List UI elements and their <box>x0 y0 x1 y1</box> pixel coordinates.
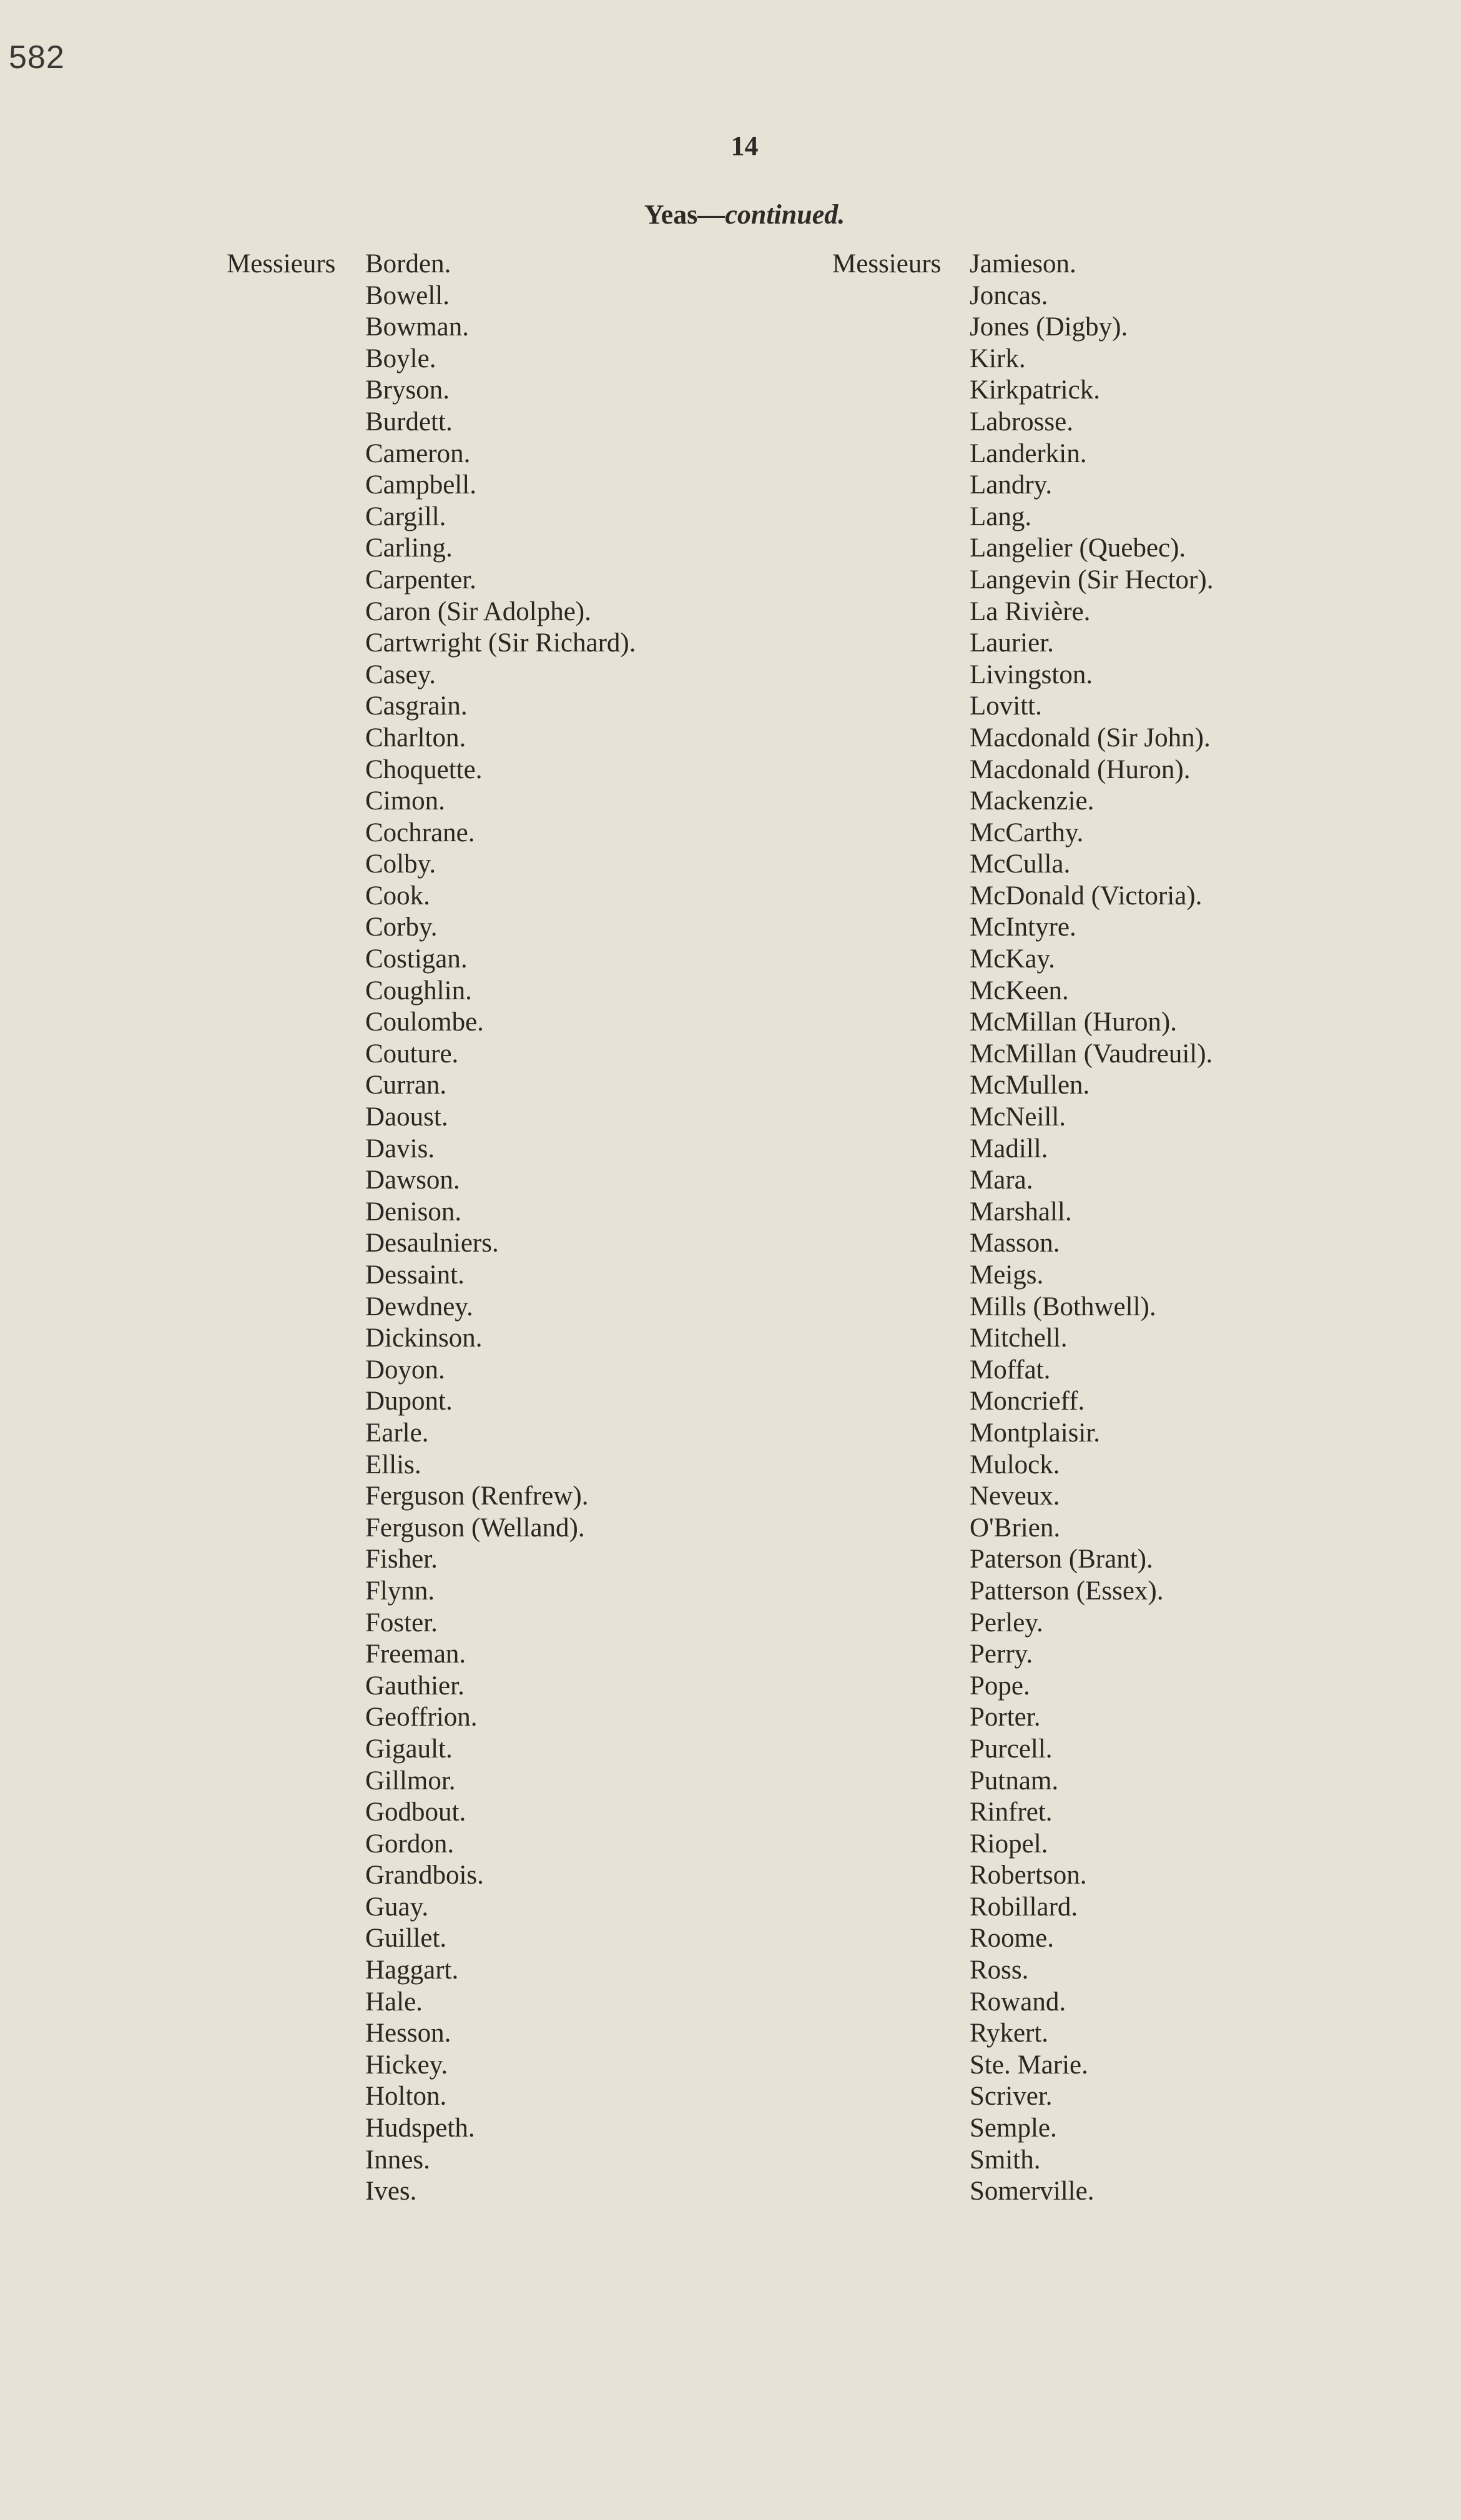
member-name: Borden. <box>365 249 451 279</box>
member-name: McMullen. <box>970 1070 1090 1100</box>
member-name: Neveux. <box>970 1481 1060 1511</box>
member-name: Cargill. <box>365 502 446 531</box>
member-name: Choquette. <box>365 754 483 784</box>
member-name: Guillet. <box>365 1924 447 1954</box>
member-name: Cochrane. <box>365 818 475 847</box>
member-name: Perry. <box>970 1639 1033 1669</box>
member-name: Freeman. <box>365 1639 466 1669</box>
member-name: Coughlin. <box>365 976 472 1006</box>
member-name: Lovitt. <box>970 691 1042 721</box>
right-name-list <box>970 249 1213 2208</box>
member-name: Colby. <box>365 849 436 879</box>
member-name: Ste. Marie. <box>970 2050 1088 2080</box>
member-name: Caron (Sir Adolphe). <box>365 596 591 626</box>
member-name: Joncas. <box>970 280 1048 310</box>
member-name: Bryson. <box>365 375 450 405</box>
member-name: Smith. <box>970 2145 1041 2175</box>
left-column-prefix: Messieurs <box>227 249 336 279</box>
member-name: Gauthier. <box>365 1671 465 1701</box>
member-name: Mitchell. <box>970 1323 1068 1353</box>
member-name: Earle. <box>365 1418 429 1448</box>
member-name: Doyon. <box>365 1355 445 1385</box>
member-name: McKeen. <box>970 976 1069 1006</box>
member-name: Rowand. <box>970 1987 1066 2017</box>
member-name: Cimon. <box>365 786 445 816</box>
member-name: Scriver. <box>970 2082 1053 2112</box>
member-name: Rykert. <box>970 2018 1049 2048</box>
right-column-prefix: Messieurs <box>832 249 942 279</box>
member-name: Langevin (Sir Hector). <box>970 565 1214 595</box>
member-name: Laurier. <box>970 628 1054 658</box>
member-name: Haggart. <box>365 1955 459 1985</box>
member-name: Charlton. <box>365 723 466 753</box>
member-name: Ferguson (Renfrew). <box>365 1481 589 1511</box>
member-name: Grandbois. <box>365 1860 484 1890</box>
member-name: Rinfret. <box>970 1797 1053 1827</box>
member-name: Putnam. <box>970 1766 1059 1796</box>
member-name: Dupont. <box>365 1386 453 1416</box>
member-name: Ellis. <box>365 1450 421 1480</box>
member-name: Carling. <box>365 533 453 563</box>
member-name: Godbout. <box>365 1797 466 1827</box>
member-name: Bowell. <box>365 280 450 310</box>
member-name: Mulock. <box>970 1450 1060 1480</box>
member-name: Mara. <box>970 1165 1033 1195</box>
member-name: McNeill. <box>970 1102 1066 1132</box>
member-name: Burdett. <box>365 407 453 437</box>
member-name: McCulla. <box>970 849 1071 879</box>
member-name: McMillan (Huron). <box>970 1007 1177 1037</box>
member-name: Purcell. <box>970 1734 1053 1764</box>
member-name: Fisher. <box>365 1544 438 1574</box>
member-name: Denison. <box>365 1197 462 1227</box>
member-name: Macdonald (Huron). <box>970 754 1191 784</box>
member-name: Perley. <box>970 1608 1043 1638</box>
member-name: McDonald (Victoria). <box>970 881 1203 911</box>
member-name: Cartwright (Sir Richard). <box>365 628 636 658</box>
left-column <box>227 249 636 2208</box>
member-name: Moncrieff. <box>970 1386 1085 1416</box>
member-name: Ives. <box>365 2177 417 2206</box>
member-name: Cook. <box>365 881 430 911</box>
member-name: Kirk. <box>970 343 1026 373</box>
member-name: Mills (Bothwell). <box>970 1292 1156 1322</box>
member-name: Pope. <box>970 1671 1030 1701</box>
member-name: Lang. <box>970 502 1032 531</box>
member-name: Innes. <box>365 2145 430 2175</box>
member-name: Marshall. <box>970 1197 1072 1227</box>
member-name: Mackenzie. <box>970 786 1095 816</box>
right-column <box>832 249 1213 2208</box>
member-name: Campbell. <box>365 470 476 500</box>
member-name: Dewdney. <box>365 1292 473 1322</box>
member-name: Jamieson. <box>970 249 1076 279</box>
member-name: Geoffrion. <box>365 1702 478 1732</box>
member-name: McKay. <box>970 944 1055 974</box>
member-name: La Rivière. <box>970 596 1091 626</box>
member-name: Meigs. <box>970 1260 1044 1290</box>
member-name: McIntyre. <box>970 912 1076 942</box>
member-name: Coulombe. <box>365 1007 484 1037</box>
member-name: Montplaisir. <box>970 1418 1101 1448</box>
member-name: Patterson (Essex). <box>970 1576 1164 1606</box>
folio-number: 582 <box>9 39 65 76</box>
member-name: Casgrain. <box>365 691 468 721</box>
member-name: Robertson. <box>970 1860 1087 1890</box>
page-number: 14 <box>730 131 759 161</box>
heading-continued: —continued. <box>697 199 845 230</box>
member-name: Holton. <box>365 2082 447 2112</box>
member-name: Labrosse. <box>970 407 1073 437</box>
section-heading <box>0 199 1461 230</box>
member-name: Ferguson (Welland). <box>365 1513 585 1543</box>
member-name: Daoust. <box>365 1102 448 1132</box>
member-name: McCarthy. <box>970 818 1084 847</box>
member-name: Somerville. <box>970 2177 1095 2206</box>
member-name: Foster. <box>365 1608 438 1638</box>
member-name: Flynn. <box>365 1576 435 1606</box>
left-name-list <box>365 249 636 2208</box>
member-name: Dawson. <box>365 1165 460 1195</box>
member-name: Guay. <box>365 1892 429 1922</box>
member-name: Langelier (Quebec). <box>970 533 1186 563</box>
member-name: Porter. <box>970 1702 1041 1732</box>
heading-main: Yeas <box>644 199 698 230</box>
member-name: Ross. <box>970 1955 1029 1985</box>
member-name: Costigan. <box>365 944 468 974</box>
member-name: Davis. <box>365 1134 435 1164</box>
member-name: Bowman. <box>365 312 470 342</box>
member-name: Hesson. <box>365 2018 451 2048</box>
member-name: McMillan (Vaudreuil). <box>970 1039 1213 1069</box>
member-name: Corby. <box>365 912 438 942</box>
member-name: Robillard. <box>970 1892 1078 1922</box>
member-name: Gillmor. <box>365 1766 456 1796</box>
member-name: Hickey. <box>365 2050 448 2080</box>
member-name: Desaulniers. <box>365 1228 499 1258</box>
member-name: Riopel. <box>970 1829 1048 1859</box>
member-name: Casey. <box>365 660 436 689</box>
member-name: Paterson (Brant). <box>970 1544 1153 1574</box>
member-name: Couture. <box>365 1039 459 1069</box>
member-name: Landerkin. <box>970 438 1087 468</box>
member-name: Jones (Digby). <box>970 312 1128 342</box>
member-name: Gigault. <box>365 1734 453 1764</box>
member-name: Hudspeth. <box>365 2113 475 2143</box>
member-name: Hale. <box>365 1987 423 2017</box>
member-name: Semple. <box>970 2113 1057 2143</box>
member-name: Kirkpatrick. <box>970 375 1100 405</box>
member-name: Masson. <box>970 1228 1060 1258</box>
member-name: Landry. <box>970 470 1053 500</box>
member-name: Livingston. <box>970 660 1093 689</box>
member-name: Gordon. <box>365 1829 455 1859</box>
member-name: Carpenter. <box>365 565 476 595</box>
member-name: Dessaint. <box>365 1260 465 1290</box>
member-name: O'Brien. <box>970 1513 1061 1543</box>
member-name: Madill. <box>970 1134 1048 1164</box>
member-name: Curran. <box>365 1070 447 1100</box>
member-name: Macdonald (Sir John). <box>970 723 1211 753</box>
member-name: Cameron. <box>365 438 471 468</box>
member-name: Dickinson. <box>365 1323 483 1353</box>
member-name: Boyle. <box>365 343 436 373</box>
member-name: Roome. <box>970 1924 1054 1954</box>
member-name: Moffat. <box>970 1355 1051 1385</box>
